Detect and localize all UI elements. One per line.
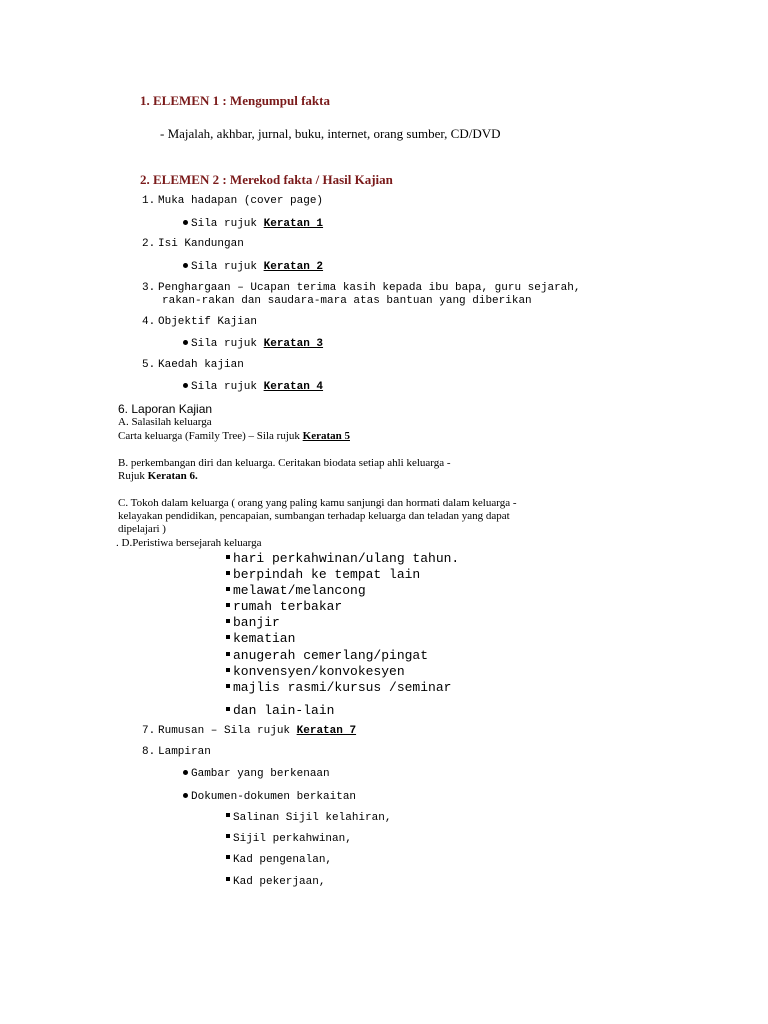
list-item: 4. Objektif Kajian [142, 316, 258, 328]
square-bullet-icon [226, 813, 230, 817]
event-item: hari perkahwinan/ulang tahun. [226, 551, 459, 566]
bullet-icon [183, 770, 188, 775]
keratan-link[interactable]: Keratan 4 [263, 381, 324, 393]
event-item: rumah terbakar [226, 599, 342, 614]
doc-item: Kad pekerjaan, [226, 876, 325, 888]
sources-list: - Majalah, akhbar, jurnal, buku, internet, orang sumber, CD/DVD [160, 126, 501, 141]
square-bullet-icon [226, 555, 230, 559]
section-b-text: B. perkembangan diri dan keluarga. Ceritakan biodata setiap ahli keluarga - [118, 457, 451, 469]
list-item: Sila rujuk Keratan 2 [183, 261, 323, 273]
event-item: banjir [226, 615, 280, 630]
keratan-link[interactable]: Keratan 5 [302, 430, 350, 442]
square-bullet-icon [226, 571, 230, 575]
square-bullet-icon [226, 635, 230, 639]
square-bullet-icon [226, 707, 230, 711]
bullet-icon [183, 340, 188, 345]
section-c-text: C. Tokoh dalam keluarga ( orang yang paling kamu sanjungi dan hormati dalam keluarga - [118, 497, 517, 509]
event-item: majlis rasmi/kursus /seminar [226, 680, 451, 695]
event-item: dan lain-lain [226, 703, 334, 718]
square-bullet-icon [226, 855, 230, 859]
keratan-link[interactable]: Keratan 3 [263, 338, 324, 350]
elemen-2-heading: 2. ELEMEN 2 : Merekod fakta / Hasil Kajian [140, 172, 393, 187]
list-item: Dokumen-dokumen berkaitan [183, 791, 356, 803]
keratan-link[interactable]: Keratan 1 [263, 218, 324, 230]
doc-item: Salinan Sijil kelahiran, [226, 812, 391, 824]
bullet-icon [183, 220, 188, 225]
doc-item: Sijil perkahwinan, [226, 833, 352, 845]
list-item: 8. Lampiran [142, 746, 211, 758]
elemen-1-heading: 1. ELEMEN 1 : Mengumpul fakta [140, 93, 330, 108]
event-item: anugerah cemerlang/pingat [226, 648, 428, 663]
bullet-icon [183, 383, 188, 388]
section-d-label: . D.Peristiwa bersejarah keluarga [116, 537, 262, 549]
square-bullet-icon [226, 877, 230, 881]
square-bullet-icon [226, 603, 230, 607]
bullet-icon [183, 793, 188, 798]
section-a-text: Carta keluarga (Family Tree) – Sila rujuk Keratan 5 [118, 430, 350, 442]
event-item: berpindah ke tempat lain [226, 567, 420, 582]
keratan-link[interactable]: Keratan 7 [296, 725, 357, 737]
list-item: Sila rujuk Keratan 3 [183, 338, 323, 350]
laporan-title: 6. Laporan Kajian [118, 402, 213, 416]
keratan-link[interactable]: Keratan 2 [263, 261, 324, 273]
square-bullet-icon [226, 652, 230, 656]
list-item: Gambar yang berkenaan [183, 768, 330, 780]
list-item: Sila rujuk Keratan 4 [183, 381, 323, 393]
square-bullet-icon [226, 684, 230, 688]
list-item: 5. Kaedah kajian [142, 359, 244, 371]
event-item: kematian [226, 631, 295, 646]
section-c-text: dipelajari ) [118, 523, 166, 535]
section-a-label: A. Salasilah keluarga [118, 416, 212, 428]
event-item: konvensyen/konvokesyen [226, 664, 405, 679]
event-item: melawat/melancong [226, 583, 366, 598]
square-bullet-icon [226, 587, 230, 591]
doc-item: Kad pengenalan, [226, 854, 332, 866]
list-item-continuation: rakan-rakan dan saudara-mara atas bantuan yang diberikan [162, 295, 532, 307]
list-item: 2. Isi Kandungan [142, 238, 244, 250]
section-b-ref: Rujuk Keratan 6. [118, 470, 198, 482]
list-item: 1. Muka hadapan (cover page) [142, 195, 324, 207]
bullet-icon [183, 263, 188, 268]
square-bullet-icon [226, 619, 230, 623]
list-item: 7. Rumusan – Sila rujuk Keratan 7 [142, 725, 357, 737]
square-bullet-icon [226, 834, 230, 838]
keratan-link[interactable]: Keratan 6. [147, 470, 198, 482]
section-c-text: kelayakan pendidikan, pencapaian, sumbangan terhadap keluarga dan teladan yang dapat [118, 510, 510, 522]
list-item: Sila rujuk Keratan 1 [183, 218, 323, 230]
list-item: 3. Penghargaan – Ucapan terima kasih kepada ibu bapa, guru sejarah, [142, 282, 581, 294]
square-bullet-icon [226, 668, 230, 672]
